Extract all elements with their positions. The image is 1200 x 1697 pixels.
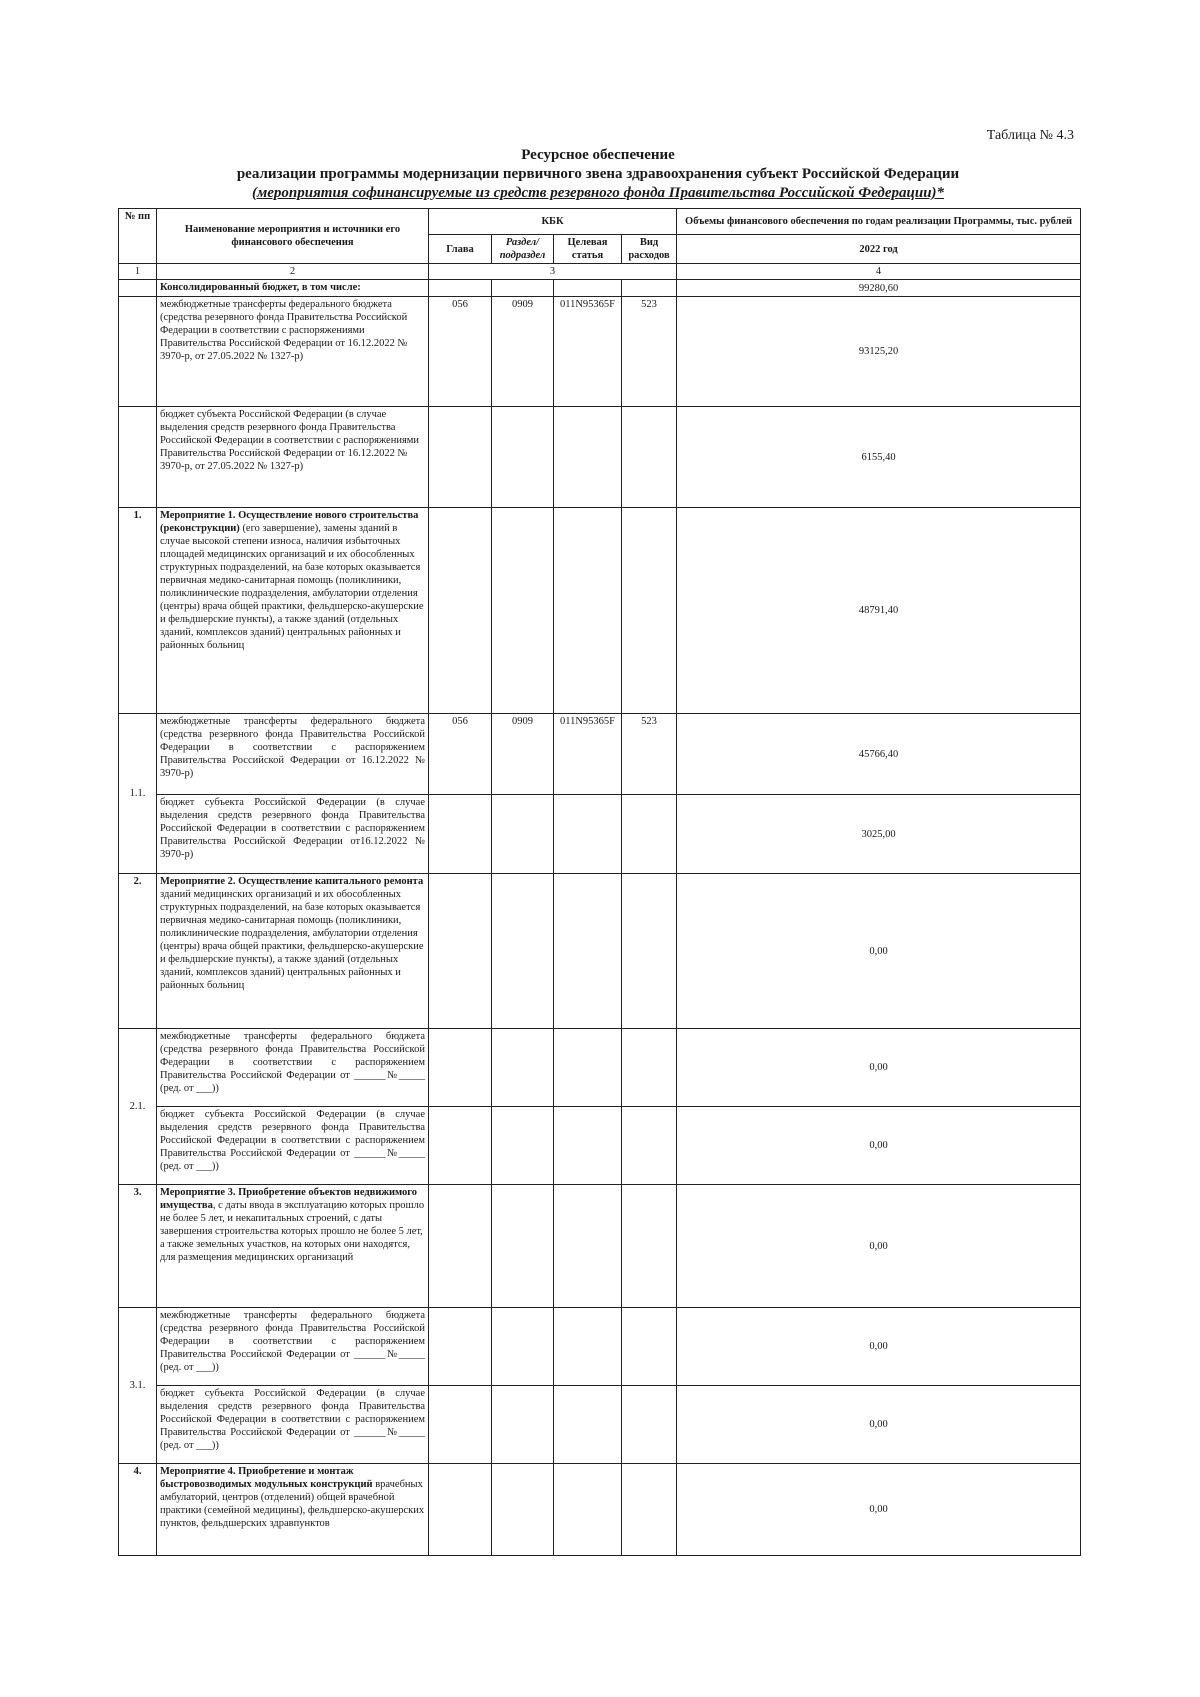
header-volumes: Объемы финансового обеспечения по годам реализации Программы, тыс. рублей — [677, 209, 1081, 235]
row-m3-name — [157, 1185, 429, 1308]
title-line-2: реализации программы модернизации первичного звена здравоохранения субъект Российской Федерации — [236, 166, 960, 182]
row-s31-reg-name: бюджет субъекта Российской Федерации (в случае выделения средств резервного фонда Правительства Российской Федерации в соответствии с распоряжением Правительства Российской Федерации от ______№_____ (ред. от ___)) — [157, 1386, 429, 1464]
table-row — [119, 1107, 1081, 1185]
header-celevaya: Целевая статья — [554, 235, 622, 264]
table-row — [119, 714, 1081, 795]
row-fed-vid: 523 — [622, 297, 677, 407]
row-m2-num: 2. — [119, 874, 157, 1029]
table-row — [119, 280, 1081, 297]
row-s11-celevaya: 011N95365F — [554, 714, 622, 795]
header-num: № пп — [119, 209, 157, 264]
row-s11-reg-name: бюджет субъекта Российской Федерации (в случае выделения средств резервного фонда Правительства Российской Федерации в соответствии с распоряжением Правительства Российской Федерации от16.12.2022 № 3970-р) — [157, 795, 429, 874]
row-s11-reg-amount: 3025,00 — [677, 795, 1081, 874]
row-m2-name — [157, 874, 429, 1029]
row-fed-glava: 056 — [429, 297, 492, 407]
row-s11-vid: 523 — [622, 714, 677, 795]
row-s21-reg-name: бюджет субъекта Российской Федерации (в случае выделения средств резервного фонда Правительства Российской Федерации в соответствии с распоряжением Правительства Российской Федерации от ______№_____ (ред. от ___)) — [157, 1107, 429, 1185]
table-row — [119, 297, 1081, 407]
row-consolidated-name: Консолидированный бюджет, в том числе: — [157, 280, 429, 297]
row-m3-name-bold: Мероприятие 3. Приобретение объектов недвижимого имущества — [160, 1187, 418, 1211]
row-s31-fed-amount: 0,00 — [677, 1308, 1081, 1386]
row-m3-amount: 0,00 — [677, 1185, 1081, 1308]
row-m2-name-bold: Мероприятие 2. Осуществление капитального ремонта — [160, 876, 424, 887]
row-m4-amount: 0,00 — [677, 1464, 1081, 1556]
table-row — [119, 874, 1081, 1029]
row-s21-reg-amount: 0,00 — [677, 1107, 1081, 1185]
row-consolidated-amount: 99280,60 — [677, 280, 1081, 297]
row-m1-num: 1. — [119, 508, 157, 714]
row-s11-fed-amount: 45766,40 — [677, 714, 1081, 795]
table-row — [119, 407, 1081, 508]
row-s11-num: 1.1. — [119, 714, 157, 874]
resource-table — [118, 208, 1081, 1556]
table-row — [119, 795, 1081, 874]
row-s11-glava: 056 — [429, 714, 492, 795]
row-m3-num: 3. — [119, 1185, 157, 1308]
row-m2-amount: 0,00 — [677, 874, 1081, 1029]
table-row — [119, 1464, 1081, 1556]
row-s31-reg-amount: 0,00 — [677, 1386, 1081, 1464]
row-m4-name — [157, 1464, 429, 1556]
table-row — [119, 1308, 1081, 1386]
table-row — [119, 508, 1081, 714]
row-s21-fed-name: межбюджетные трансферты федерального бюджета (средства резервного фонда Правительства Российской Федерации в соответствии с распоряжением Правительства Российской Федерации от ______№_____ (ред. от ___)) — [157, 1029, 429, 1107]
row-s11-fed-name: межбюджетные трансферты федерального бюджета (средства резервного фонда Правительства Российской Федерации в соответствии с распоряжением Правительства Российской Федерации от 16.12.2022 № 3970-р) — [157, 714, 429, 795]
header-year: 2022 год — [677, 235, 1081, 264]
header-index-2: 2 — [157, 264, 429, 280]
header-index-1: 1 — [119, 264, 157, 280]
row-m2-name-rest: зданий медицинских организаций и их обособленных структурных подразделений, на базе которых оказывается первичная медико-санитарная помощь (поликлиники, поликлинические подразделения, амбулатории отделения (центры) врача общей практики, фельдшерско-акушерские и фельдшерские пункты), а также зданий (отдельных зданий, комплексов зданий) центральных районных и районных больниц — [160, 889, 424, 991]
row-s11-razdel: 0909 — [492, 714, 554, 795]
header-vid: Вид расходов — [622, 235, 677, 264]
header-index-3: 3 — [429, 264, 677, 280]
table-row — [119, 1185, 1081, 1308]
row-reg-amount: 6155,40 — [677, 407, 1081, 508]
row-reg-name: бюджет субъекта Российской Федерации (в случае выделения средств резервного фонда Правительства Российской Федерации в соответствии с распоряжениями Правительства Российской Федерации от 16.12.2022 № 3970-р, от 27.05.2022 № 1327-р) — [157, 407, 429, 508]
header-index-4: 4 — [677, 264, 1081, 280]
title-line-3: (мероприятия софинансируемые из средств резервного фонда Правительства Российской Федерации)* — [251, 185, 945, 201]
row-m1-name-bold: Мероприятие 1. Осуществление нового строительства (реконструкции) — [160, 510, 419, 534]
header-glava: Глава — [429, 235, 492, 264]
row-m1-name-rest: (его завершение), замены зданий в случае высокой степени износа, наличия избыточных площадей медицинских организаций и их обособленных структурных подразделений, на базе которых оказывается первичная медико-санитарная помощь (поликлиники, поликлинические подразделения, амбулатории отделения (центры) врача общей практики, фельдшерско-акушерские и фельдшерские пункты), а также зданий (отдельных зданий, комплексов зданий) центральных районных и районных больниц — [160, 523, 424, 651]
row-m1-name — [157, 508, 429, 714]
row-s31-fed-name: межбюджетные трансферты федерального бюджета (средства резервного фонда Правительства Российской Федерации в соответствии с распоряжением Правительства Российской Федерации от ______№_____ (ред. от ___)) — [157, 1308, 429, 1386]
row-m4-num: 4. — [119, 1464, 157, 1556]
row-m3-name-rest: , с даты ввода в эксплуатацию которых прошло не более 5 лет, и некапитальных строений, с даты завершения строительства которых прошло не более 5 лет, а также земельных участков, на которых они находятся, для размещения медицинских организаций — [160, 1200, 425, 1263]
row-s31-num: 3.1. — [119, 1308, 157, 1464]
document-title — [118, 146, 1078, 203]
header-name: Наименование мероприятия и источники его финансового обеспечения — [157, 209, 429, 264]
row-fed-name: межбюджетные трансферты федерального бюджета (средства резервного фонда Правительства Российской Федерации в соответствии с распоряжениями Правительства Российской Федерации от 16.12.2022 № 3970-р, от 27.05.2022 № 1327-р) — [157, 297, 429, 407]
row-m4-name-bold: Мероприятие 4. Приобретение и монтаж быстровозводимых модульных конструкций — [160, 1466, 373, 1490]
row-m1-amount: 48791,40 — [677, 508, 1081, 714]
table-number-label: Таблица № 4.3 — [986, 128, 1074, 143]
row-fed-amount: 93125,20 — [677, 297, 1081, 407]
title-line-1: Ресурсное обеспечение — [521, 147, 675, 163]
row-s21-fed-amount: 0,00 — [677, 1029, 1081, 1107]
row-fed-razdel: 0909 — [492, 297, 554, 407]
header-razdel: Раздел/ подраздел — [492, 235, 554, 264]
table-row — [119, 1029, 1081, 1107]
row-m4-name-rest: врачебных амбулаторий, центров (отделений) общей врачебной практики (семейной медицины), фельдшерско-акушерских пунктов, фельдшерских здравпунктов — [160, 1479, 425, 1529]
header-kbk: КБК — [429, 209, 677, 235]
row-fed-celevaya: 011N95365F — [554, 297, 622, 407]
table-row — [119, 1386, 1081, 1464]
row-s21-num: 2.1. — [119, 1029, 157, 1185]
